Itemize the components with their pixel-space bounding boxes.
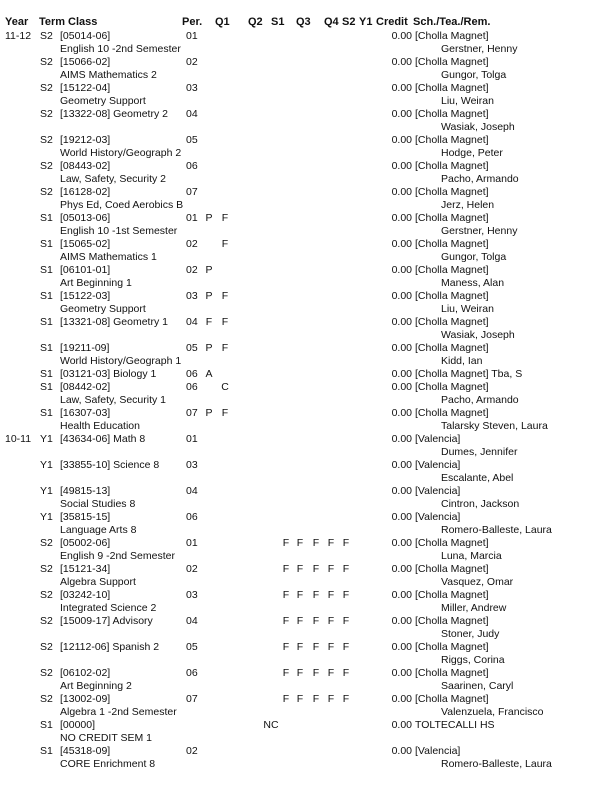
school-name: [Cholla Magnet] Tba, S (415, 368, 523, 380)
class-name: Art Beginning 2 (60, 680, 132, 692)
class-code: [15122-04] (60, 82, 111, 94)
credit-cell: 0.00 (391, 264, 412, 276)
term-cell: S2 (40, 537, 53, 549)
class-name: Algebra Support (60, 576, 136, 588)
credit-cell: 0.00 (391, 459, 412, 471)
class-code: [15121-34] (60, 563, 111, 575)
header-s1: S1 (271, 16, 285, 28)
term-cell: S1 (40, 342, 53, 354)
credit-cell: 0.00 (391, 381, 412, 393)
class-name: Integrated Science 2 (60, 602, 157, 614)
class-code: [49815-13] (60, 485, 111, 497)
teacher-name: Wasiak, Joseph (441, 329, 515, 341)
term-cell: S1 (40, 719, 53, 731)
teacher-name: Pacho, Armando (441, 394, 519, 406)
teacher-name: Saarinen, Caryl (441, 680, 514, 692)
grade-s1: F (282, 537, 290, 549)
term-cell: S1 (40, 745, 53, 757)
credit-cell: 0.00 (391, 719, 412, 731)
school-name: [Valencia] (415, 433, 461, 445)
period-cell: 02 (186, 238, 198, 250)
school-name: [Cholla Magnet] (415, 134, 489, 146)
year-cell: 10-11 (5, 433, 32, 445)
school-name: [Cholla Magnet] (415, 407, 489, 419)
period-cell: 01 (186, 212, 198, 224)
grade-q2: F (221, 342, 229, 354)
term-cell: S2 (40, 641, 53, 653)
credit-cell: 0.00 (391, 368, 412, 380)
class-code: [05014-06] (60, 30, 111, 42)
grade-s2: F (327, 667, 335, 679)
teacher-name: Hodge, Peter (441, 147, 503, 159)
period-cell: 06 (186, 511, 198, 523)
term-cell: S2 (40, 108, 53, 120)
term-cell: S2 (40, 563, 53, 575)
credit-cell: 0.00 (391, 56, 412, 68)
credit-cell: 0.00 (391, 290, 412, 302)
class-code: [00000] (60, 719, 96, 731)
class-name: Health Education (60, 420, 140, 432)
school-name: [Cholla Magnet] (415, 290, 489, 302)
term-cell: S2 (40, 615, 53, 627)
term-cell: Y1 (40, 511, 53, 523)
period-cell: 03 (186, 82, 198, 94)
teacher-name: Luna, Marcia (441, 550, 502, 562)
period-cell: 03 (186, 459, 198, 471)
period-cell: 04 (186, 485, 198, 497)
class-name: English 10 -2nd Semester (60, 43, 181, 55)
teacher-name: Riggs, Corina (441, 654, 505, 666)
credit-cell: 0.00 (391, 238, 412, 250)
term-cell: S2 (40, 56, 53, 68)
grade-y1: F (342, 563, 350, 575)
class-code: [13322-08] Geometry 2 (60, 108, 168, 120)
grade-s1: F (282, 563, 290, 575)
credit-cell: 0.00 (391, 641, 412, 653)
credit-cell: 0.00 (391, 407, 412, 419)
school-name: [Valencia] (415, 459, 461, 471)
grade-nc: NC (263, 719, 279, 731)
teacher-name: Gerstner, Henny (441, 225, 518, 237)
teacher-name: Vasquez, Omar (441, 576, 514, 588)
credit-cell: 0.00 (391, 212, 412, 224)
grade-s2: F (327, 615, 335, 627)
grade-q2: F (221, 407, 229, 419)
class-name: NO CREDIT SEM 1 (60, 732, 152, 744)
grade-q3: F (296, 589, 304, 601)
credit-cell: 0.00 (391, 316, 412, 328)
grade-s2: F (327, 589, 335, 601)
class-name: Social Studies 8 (60, 498, 136, 510)
period-cell: 06 (186, 667, 198, 679)
class-name: Art Beginning 1 (60, 277, 132, 289)
school-name: [Cholla Magnet] (415, 82, 489, 94)
grade-q3: F (296, 693, 304, 705)
period-cell: 06 (186, 381, 198, 393)
term-cell: S1 (40, 381, 53, 393)
period-cell: 07 (186, 693, 198, 705)
grade-q1: P (205, 290, 213, 302)
school-name: [Cholla Magnet] (415, 212, 489, 224)
grade-s2: F (327, 693, 335, 705)
class-code: [13321-08] Geometry 1 (60, 316, 168, 328)
class-code: [19212-03] (60, 134, 111, 146)
class-name: Law, Safety, Security 2 (60, 173, 167, 185)
teacher-name: Romero-Balleste, Laura (441, 524, 552, 536)
school-name: [Cholla Magnet] (415, 30, 489, 42)
class-name: English 10 -1st Semester (60, 225, 178, 237)
term-cell: Y1 (40, 433, 53, 445)
credit-cell: 0.00 (391, 615, 412, 627)
period-cell: 07 (186, 407, 198, 419)
teacher-name: Valenzuela, Francisco (441, 706, 544, 718)
credit-cell: 0.00 (391, 667, 412, 679)
period-cell: 04 (186, 108, 198, 120)
class-code: [06101-01] (60, 264, 111, 276)
class-name: CORE Enrichment 8 (60, 758, 156, 770)
period-cell: 05 (186, 342, 198, 354)
term-cell: S2 (40, 82, 53, 94)
school-name: [Cholla Magnet] (415, 238, 489, 250)
grade-y1: F (342, 537, 350, 549)
school-name: [Cholla Magnet] (415, 342, 489, 354)
school-name: [Cholla Magnet] (415, 615, 489, 627)
grade-q2: F (221, 238, 229, 250)
grade-q4: F (312, 589, 320, 601)
period-cell: 05 (186, 134, 198, 146)
class-code: [03242-10] (60, 589, 111, 601)
class-code: [19211-09] (60, 342, 110, 354)
class-code: [16128-02] (60, 186, 111, 198)
grade-q1: F (205, 316, 213, 328)
credit-cell: 0.00 (391, 537, 412, 549)
grade-y1: F (342, 693, 350, 705)
header-q1: Q1 (215, 16, 230, 28)
grade-q4: F (312, 641, 320, 653)
grade-q1: P (205, 264, 213, 276)
school-name: [Valencia] (415, 745, 461, 757)
grade-q2: F (221, 316, 229, 328)
teacher-name: Miller, Andrew (441, 602, 507, 614)
teacher-name: Talarsky Steven, Laura (441, 420, 548, 432)
class-name: English 9 -2nd Semester (60, 550, 175, 562)
term-cell: S1 (40, 264, 53, 276)
header-q4: Q4 (324, 16, 339, 28)
school-name: [Cholla Magnet] (415, 563, 489, 575)
credit-cell: 0.00 (391, 511, 412, 523)
grade-q4: F (312, 693, 320, 705)
teacher-name: Pacho, Armando (441, 173, 519, 185)
class-code: [06102-02] (60, 667, 111, 679)
credit-cell: 0.00 (391, 186, 412, 198)
credit-cell: 0.00 (391, 160, 412, 172)
grade-s2: F (327, 537, 335, 549)
grade-s1: F (282, 641, 290, 653)
period-cell: 01 (186, 30, 198, 42)
school-name: [Cholla Magnet] (415, 667, 489, 679)
credit-cell: 0.00 (391, 693, 412, 705)
grade-q2: F (221, 212, 229, 224)
grade-s1: F (282, 667, 290, 679)
teacher-name: Cintron, Jackson (441, 498, 520, 510)
grade-q2: C (221, 381, 229, 393)
grade-q3: F (296, 563, 304, 575)
class-code: [45318-09] (60, 745, 111, 757)
class-code: [05013-06] (60, 212, 111, 224)
class-code: [05002-06] (60, 537, 111, 549)
term-cell: S1 (40, 238, 53, 250)
school-name: [Cholla Magnet] (415, 108, 489, 120)
class-name: AIMS Mathematics 2 (60, 69, 157, 81)
school-name: [Cholla Magnet] (415, 186, 489, 198)
term-cell: S1 (40, 212, 53, 224)
term-cell: S2 (40, 160, 53, 172)
credit-cell: 0.00 (391, 563, 412, 575)
school-name: [Valencia] (415, 485, 461, 497)
credit-cell: 0.00 (391, 342, 412, 354)
period-cell: 04 (186, 615, 198, 627)
credit-cell: 0.00 (391, 745, 412, 757)
header-s2: S2 (342, 16, 356, 28)
grade-q3: F (296, 615, 304, 627)
grade-s1: F (282, 589, 290, 601)
grade-s1: F (282, 693, 290, 705)
class-code: [13002-09] (60, 693, 111, 705)
grade-q3: F (296, 641, 304, 653)
school-name: TOLTECALLI HS (415, 719, 495, 731)
class-name: World History/Geograph 1 (60, 355, 182, 367)
grade-q1: P (205, 407, 213, 419)
header-q2: Q2 (248, 16, 263, 28)
header-y1: Y1 (359, 16, 373, 28)
term-cell: S2 (40, 186, 53, 198)
school-name: [Cholla Magnet] (415, 537, 489, 549)
grade-q4: F (312, 563, 320, 575)
period-cell: 06 (186, 160, 198, 172)
grade-s1: F (282, 615, 290, 627)
credit-cell: 0.00 (391, 589, 412, 601)
grade-y1: F (342, 615, 350, 627)
teacher-name: Jerz, Helen (441, 199, 495, 211)
grade-s2: F (327, 641, 335, 653)
period-cell: 02 (186, 56, 198, 68)
period-cell: 05 (186, 641, 198, 653)
header-school-teacher: Sch./Tea./Rem. (413, 16, 491, 28)
header-per: Per. (182, 16, 203, 28)
period-cell: 02 (186, 264, 198, 276)
teacher-name: Maness, Alan (441, 277, 505, 289)
grade-y1: F (342, 667, 350, 679)
header-credit: Credit (376, 16, 408, 28)
grade-q1: P (205, 342, 213, 354)
term-cell: S2 (40, 30, 53, 42)
credit-cell: 0.00 (391, 433, 412, 445)
grade-q4: F (312, 537, 320, 549)
credit-cell: 0.00 (391, 30, 412, 42)
term-cell: S1 (40, 316, 53, 328)
period-cell: 07 (186, 186, 198, 198)
period-cell: 06 (186, 368, 198, 380)
grade-s2: F (327, 563, 335, 575)
school-name: [Cholla Magnet] (415, 56, 489, 68)
credit-cell: 0.00 (391, 108, 412, 120)
teacher-name: Wasiak, Joseph (441, 121, 515, 133)
period-cell: 02 (186, 563, 198, 575)
school-name: [Cholla Magnet] (415, 589, 489, 601)
class-code: [15065-02] (60, 238, 111, 250)
school-name: [Cholla Magnet] (415, 641, 489, 653)
class-code: [15122-03] (60, 290, 111, 302)
term-cell: S2 (40, 134, 53, 146)
class-code: [12112-06] Spanish 2 (60, 641, 160, 653)
class-code: [35815-15] (60, 511, 111, 523)
grade-q3: F (296, 537, 304, 549)
grade-q1: P (205, 212, 213, 224)
grade-y1: F (342, 589, 350, 601)
class-name: Law, Safety, Security 1 (60, 394, 167, 406)
grade-q1: A (205, 368, 213, 380)
period-cell: 02 (186, 745, 198, 757)
teacher-name: Romero-Balleste, Laura (441, 758, 552, 770)
header-q3: Q3 (296, 16, 311, 28)
period-cell: 03 (186, 589, 198, 601)
grade-q2: F (221, 290, 229, 302)
class-code: [16307-03] (60, 407, 111, 419)
teacher-name: Kidd, Ian (441, 355, 483, 367)
term-cell: S2 (40, 667, 53, 679)
teacher-name: Liu, Weiran (441, 303, 494, 315)
period-cell: 01 (186, 433, 198, 445)
credit-cell: 0.00 (391, 485, 412, 497)
class-name: Algebra 1 -2nd Semester (60, 706, 177, 718)
credit-cell: 0.00 (391, 134, 412, 146)
teacher-name: Gungor, Tolga (441, 251, 507, 263)
term-cell: S1 (40, 368, 53, 380)
school-name: [Cholla Magnet] (415, 381, 489, 393)
teacher-name: Liu, Weiran (441, 95, 494, 107)
teacher-name: Gerstner, Henny (441, 43, 518, 55)
term-cell: S1 (40, 407, 53, 419)
header-class: Class (68, 16, 98, 28)
teacher-name: Escalante, Abel (441, 472, 514, 484)
period-cell: 01 (186, 537, 198, 549)
school-name: [Cholla Magnet] (415, 160, 489, 172)
year-cell: 11-12 (5, 30, 32, 42)
term-cell: Y1 (40, 485, 53, 497)
class-code: [08443-02] (60, 160, 111, 172)
class-code: [15066-02] (60, 56, 111, 68)
period-cell: 04 (186, 316, 198, 328)
school-name: [Cholla Magnet] (415, 693, 489, 705)
teacher-name: Gungor, Tolga (441, 69, 507, 81)
header-term: Term (39, 16, 66, 28)
class-name: Geometry Support (60, 95, 146, 107)
class-name: AIMS Mathematics 1 (60, 251, 157, 263)
class-code: [15009-17] Advisory (60, 615, 153, 627)
class-code: [43634-06] Math 8 (60, 433, 146, 445)
term-cell: S1 (40, 290, 53, 302)
class-name: Geometry Support (60, 303, 146, 315)
school-name: [Valencia] (415, 511, 461, 523)
period-cell: 03 (186, 290, 198, 302)
grade-q4: F (312, 667, 320, 679)
grade-q4: F (312, 615, 320, 627)
teacher-name: Stoner, Judy (441, 628, 500, 640)
class-name: Phys Ed, Coed Aerobics B (60, 199, 184, 211)
class-code: [08442-02] (60, 381, 111, 393)
header-year: Year (5, 16, 29, 28)
grade-q3: F (296, 667, 304, 679)
class-name: World History/Geograph 2 (60, 147, 182, 159)
school-name: [Cholla Magnet] (415, 264, 489, 276)
class-name: Language Arts 8 (60, 524, 137, 536)
term-cell: S2 (40, 589, 53, 601)
grade-y1: F (342, 641, 350, 653)
teacher-name: Dumes, Jennifer (441, 446, 518, 458)
class-code: [33855-10] Science 8 (60, 459, 160, 471)
class-code: [03121-03] Biology 1 (60, 368, 157, 380)
term-cell: S2 (40, 693, 53, 705)
credit-cell: 0.00 (391, 82, 412, 94)
term-cell: Y1 (40, 459, 53, 471)
school-name: [Cholla Magnet] (415, 316, 489, 328)
